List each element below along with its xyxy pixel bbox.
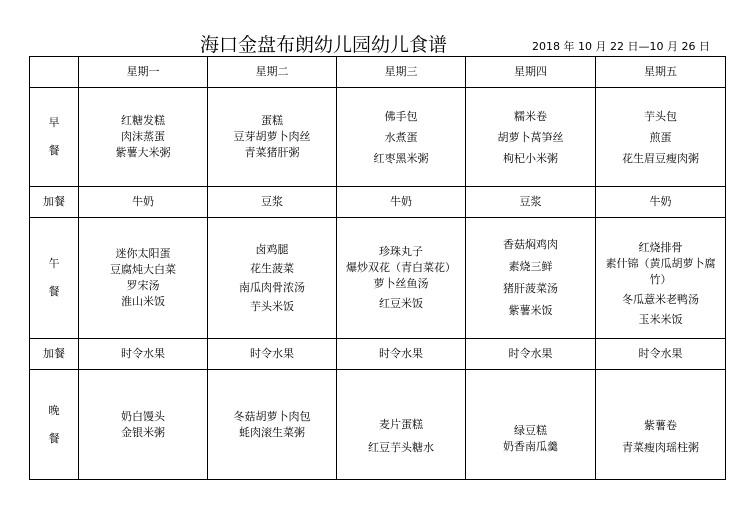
snack-label: 加餐: [30, 187, 79, 218]
menu-cell: 红烧排骨 素什锦（黄瓜胡萝卜腐竹） 冬瓜薏米老鸭汤 玉米米饭: [596, 218, 726, 339]
snack-row-afternoon: [30, 339, 726, 370]
day-header-mon: 星期一: [79, 57, 208, 88]
breakfast-label: 早 餐: [30, 88, 79, 187]
snack-row-morning: [30, 187, 726, 218]
menu-cell: 时令水果: [208, 339, 337, 370]
dinner-label: 晚 餐: [30, 370, 79, 480]
menu-cell: 时令水果: [466, 339, 596, 370]
lunch-label: 午 餐: [30, 218, 79, 339]
menu-cell: 紫薯卷 青菜瘦肉瑶柱粥: [596, 370, 726, 480]
day-header-tue: 星期二: [208, 57, 337, 88]
menu-cell: 豆浆: [208, 187, 337, 218]
menu-cell: 豆浆: [466, 187, 596, 218]
header-row: [30, 57, 726, 88]
day-header-fri: 星期五: [596, 57, 726, 88]
menu-cell: 佛手包 水煮蛋 红枣黑米粥: [337, 88, 466, 187]
menu-cell: 牛奶: [79, 187, 208, 218]
menu-cell: 时令水果: [337, 339, 466, 370]
dinner-row: [30, 370, 726, 480]
day-header-wed: 星期三: [337, 57, 466, 88]
menu-cell: 香菇焖鸡肉 素烧三鲜 猪肝菠菜汤 紫薯米饭: [466, 218, 596, 339]
menu-cell: 芋头包 煎蛋 花生眉豆瘦肉粥: [596, 88, 726, 187]
menu-cell: 糯米卷 胡萝卜莴笋丝 枸杞小米粥: [466, 88, 596, 187]
menu-cell: 红糖发糕 肉沫蒸蛋 紫薯大米粥: [79, 88, 208, 187]
menu-table: [29, 56, 726, 480]
page-title: 海口金盘布朗幼儿园幼儿食谱: [200, 34, 448, 56]
menu-cell: 蛋糕 豆芽胡萝卜肉丝 青菜猪肝粥: [208, 88, 337, 187]
menu-cell: 牛奶: [337, 187, 466, 218]
day-header-thu: 星期四: [466, 57, 596, 88]
menu-cell: 珍珠丸子 爆炒双花（青白菜花） 萝卜丝鱼汤 红豆米饭: [337, 218, 466, 339]
menu-cell: 绿豆糕 奶香南瓜羹: [466, 370, 596, 480]
corner-cell: [30, 57, 79, 88]
lunch-row: [30, 218, 726, 339]
menu-cell: 时令水果: [79, 339, 208, 370]
menu-cell: 冬菇胡萝卜肉包 蚝肉滚生菜粥: [208, 370, 337, 480]
breakfast-row: [30, 88, 726, 187]
date-range: 2018 年 10 月 22 日—10 月 26 日: [532, 40, 710, 53]
snack-label: 加餐: [30, 339, 79, 370]
menu-cell: 卤鸡腿 花生菠菜 南瓜肉骨浓汤 芋头米饭: [208, 218, 337, 339]
menu-cell: 牛奶: [596, 187, 726, 218]
menu-cell: 迷你太阳蛋 豆腐炖大白菜 罗宋汤 淮山米饭: [79, 218, 208, 339]
menu-cell: 时令水果: [596, 339, 726, 370]
menu-cell: 奶白馒头 金银米粥: [79, 370, 208, 480]
menu-cell: 麦片蛋糕 红豆芋头糖水: [337, 370, 466, 480]
